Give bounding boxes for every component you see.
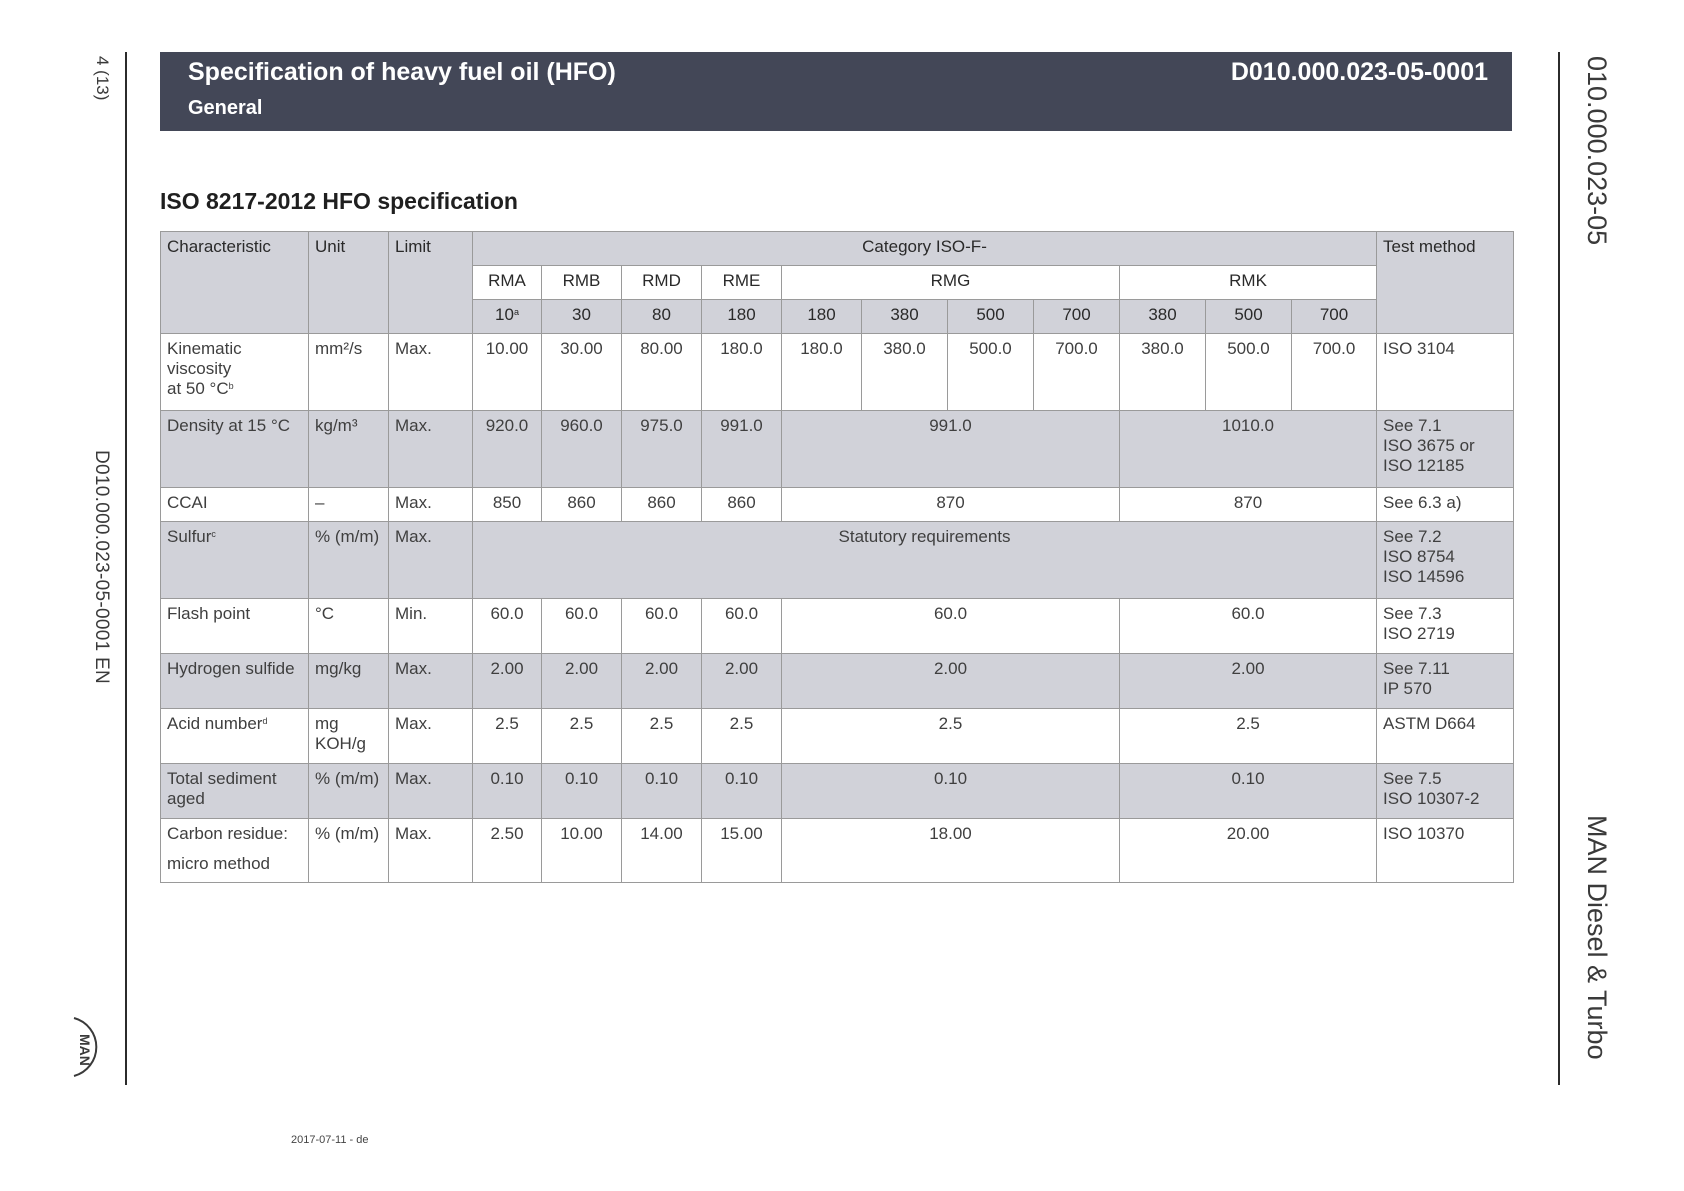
grade-cell: 380 bbox=[862, 300, 948, 334]
col-header-characteristic: Characteristic bbox=[161, 232, 309, 334]
grade-cell: 80 bbox=[622, 300, 702, 334]
value-cell: 0.10 bbox=[702, 764, 782, 819]
header-row bbox=[161, 232, 1514, 266]
grade-cell: 380 bbox=[1120, 300, 1206, 334]
value-cell: 860 bbox=[622, 488, 702, 522]
value-cell: 2.5 bbox=[622, 709, 702, 764]
company-name: MAN Diesel & Turbo bbox=[1582, 815, 1612, 1060]
margin-document-id: D010.000.023-05-0001 EN bbox=[91, 450, 112, 685]
header-document-code: D010.000.023-05-0001 bbox=[1230, 58, 1488, 86]
rmk-value-cell: 60.0 bbox=[1120, 599, 1377, 654]
value-cell: 2.50 bbox=[473, 819, 542, 883]
grade-cell: 500 bbox=[948, 300, 1034, 334]
value-cell: 2.00 bbox=[622, 654, 702, 709]
value-cell: 2.5 bbox=[473, 709, 542, 764]
unit-cell: °C bbox=[309, 599, 389, 654]
value-cell: 60.0 bbox=[622, 599, 702, 654]
characteristic-cell: Total sediment aged bbox=[161, 764, 309, 819]
limit-cell: Max. bbox=[389, 709, 473, 764]
rmg-value-cell: 991.0 bbox=[782, 411, 1120, 488]
rmg-value-cell: 18.00 bbox=[782, 819, 1120, 883]
group-rme: RME bbox=[702, 266, 782, 300]
table-row bbox=[161, 334, 1514, 411]
header-subtitle: General bbox=[188, 97, 263, 119]
right-margin-rule bbox=[1558, 52, 1560, 1085]
page-number: 4 (13) bbox=[93, 56, 112, 101]
rmk-value-cell: 2.5 bbox=[1120, 709, 1377, 764]
grade-cell: 700 bbox=[1292, 300, 1377, 334]
rmk-value-cell: 20.00 bbox=[1120, 819, 1377, 883]
unit-cell: mm²/s bbox=[309, 334, 389, 411]
footnote-marker: a bbox=[513, 307, 519, 317]
test-method-cell: See 7.5 ISO 10307-2 bbox=[1377, 764, 1514, 819]
value-cell: 15.00 bbox=[702, 819, 782, 883]
table-row bbox=[161, 654, 1514, 709]
unit-cell: mg KOH/g bbox=[309, 709, 389, 764]
man-logo-icon bbox=[70, 1014, 108, 1080]
unit-cell: kg/m³ bbox=[309, 411, 389, 488]
rmk-value-cell: 0.10 bbox=[1120, 764, 1377, 819]
value-cell: 380.0 bbox=[1120, 334, 1206, 411]
characteristic-cell: CCAI bbox=[161, 488, 309, 522]
table-row bbox=[161, 522, 1514, 599]
rmg-value-cell: 2.00 bbox=[782, 654, 1120, 709]
value-cell: 2.00 bbox=[702, 654, 782, 709]
value-cell: 700.0 bbox=[1292, 334, 1377, 411]
limit-cell: Max. bbox=[389, 488, 473, 522]
value-cell: 0.10 bbox=[542, 764, 622, 819]
unit-cell: % (m/m) bbox=[309, 522, 389, 599]
limit-cell: Max. bbox=[389, 819, 473, 883]
value-cell: 60.0 bbox=[702, 599, 782, 654]
grade-cell: 180 bbox=[782, 300, 862, 334]
value-cell: 991.0 bbox=[702, 411, 782, 488]
limit-cell: Max. bbox=[389, 764, 473, 819]
limit-cell: Max. bbox=[389, 654, 473, 709]
test-method-cell: See 7.3 ISO 2719 bbox=[1377, 599, 1514, 654]
rmg-value-cell: 60.0 bbox=[782, 599, 1120, 654]
rmk-value-cell: 2.00 bbox=[1120, 654, 1377, 709]
characteristic-cell: Acid number$^d$ bbox=[161, 709, 309, 764]
value-cell: 380.0 bbox=[862, 334, 948, 411]
limit-cell: Max. bbox=[389, 411, 473, 488]
test-method-cell: See 7.11 IP 570 bbox=[1377, 654, 1514, 709]
grade-cell: 10$^a$ bbox=[473, 300, 542, 334]
statutory-cell: Statutory requirements bbox=[473, 522, 1377, 599]
value-cell: 14.00 bbox=[622, 819, 702, 883]
value-cell: 920.0 bbox=[473, 411, 542, 488]
test-method-cell: ISO 10370 bbox=[1377, 819, 1514, 883]
table-row bbox=[161, 764, 1514, 819]
characteristic-cell: Kinematic viscosity at 50 $^\circ C^b$ bbox=[161, 334, 309, 411]
value-cell: 80.00 bbox=[622, 334, 702, 411]
value-cell: 180.0 bbox=[782, 334, 862, 411]
value-cell: 500.0 bbox=[948, 334, 1034, 411]
col-header-limit: Limit bbox=[389, 232, 473, 334]
col-header-category: Category ISO-F- bbox=[473, 232, 1377, 266]
margin-document-group: 010.000.023-05 bbox=[1582, 56, 1612, 246]
characteristic-cell: Hydrogen sulfide bbox=[161, 654, 309, 709]
unit-cell: – bbox=[309, 488, 389, 522]
hfo-spec-table bbox=[160, 231, 1514, 883]
value-cell: 960.0 bbox=[542, 411, 622, 488]
rmk-value-cell: 1010.0 bbox=[1120, 411, 1377, 488]
logo-text: MAN bbox=[77, 1034, 93, 1066]
value-cell: 2.5 bbox=[542, 709, 622, 764]
table-row bbox=[161, 488, 1514, 522]
group-rmb: RMB bbox=[542, 266, 622, 300]
value-cell: 10.00 bbox=[542, 819, 622, 883]
test-method-cell: See 7.1 ISO 3675 or ISO 12185 bbox=[1377, 411, 1514, 488]
value-cell: 0.10 bbox=[622, 764, 702, 819]
header-title: Specification of heavy fuel oil (HFO) bbox=[188, 58, 616, 86]
man-logo bbox=[70, 1014, 108, 1080]
characteristic-cell: Carbon residue: micro method bbox=[161, 819, 309, 883]
group-rma: RMA bbox=[473, 266, 542, 300]
table-row bbox=[161, 819, 1514, 883]
group-rmg: RMG bbox=[782, 266, 1120, 300]
value-cell: 860 bbox=[542, 488, 622, 522]
value-cell: 700.0 bbox=[1034, 334, 1120, 411]
rmg-value-cell: 870 bbox=[782, 488, 1120, 522]
left-margin-rule bbox=[125, 52, 127, 1085]
limit-cell: Min. bbox=[389, 599, 473, 654]
table-row bbox=[161, 709, 1514, 764]
characteristic-cell: Density at 15 °C bbox=[161, 411, 309, 488]
value-cell: 30.00 bbox=[542, 334, 622, 411]
characteristic-cell: Flash point bbox=[161, 599, 309, 654]
table-row bbox=[161, 599, 1514, 654]
value-cell: 2.00 bbox=[542, 654, 622, 709]
test-method-cell: ISO 3104 bbox=[1377, 334, 1514, 411]
unit-cell: % (m/m) bbox=[309, 764, 389, 819]
group-rmk: RMK bbox=[1120, 266, 1377, 300]
rmg-value-cell: 2.5 bbox=[782, 709, 1120, 764]
value-cell: 0.10 bbox=[473, 764, 542, 819]
value-cell: 975.0 bbox=[622, 411, 702, 488]
value-cell: 2.5 bbox=[702, 709, 782, 764]
limit-cell: Max. bbox=[389, 334, 473, 411]
grade-cell: 180 bbox=[702, 300, 782, 334]
value-cell: 60.0 bbox=[542, 599, 622, 654]
value-cell: 500.0 bbox=[1206, 334, 1292, 411]
grade-cell: 700 bbox=[1034, 300, 1120, 334]
col-header-test-method: Test method bbox=[1377, 232, 1514, 334]
grade-cell: 500 bbox=[1206, 300, 1292, 334]
unit-cell: mg/kg bbox=[309, 654, 389, 709]
value-cell: 180.0 bbox=[702, 334, 782, 411]
col-header-unit: Unit bbox=[309, 232, 389, 334]
test-method-cell: See 6.3 a) bbox=[1377, 488, 1514, 522]
value-cell: 60.0 bbox=[473, 599, 542, 654]
value-cell: 850 bbox=[473, 488, 542, 522]
rmg-value-cell: 0.10 bbox=[782, 764, 1120, 819]
value-cell: 860 bbox=[702, 488, 782, 522]
test-method-cell: ASTM D664 bbox=[1377, 709, 1514, 764]
value-cell: 2.00 bbox=[473, 654, 542, 709]
unit-cell: % (m/m) bbox=[309, 819, 389, 883]
test-method-cell: See 7.2 ISO 8754 ISO 14596 bbox=[1377, 522, 1514, 599]
print-date: 2017-07-11 - de bbox=[291, 1134, 369, 1146]
rmk-value-cell: 870 bbox=[1120, 488, 1377, 522]
table-row bbox=[161, 411, 1514, 488]
grade-cell: 30 bbox=[542, 300, 622, 334]
section-title: ISO 8217-2012 HFO specification bbox=[160, 188, 518, 214]
limit-cell: Max. bbox=[389, 522, 473, 599]
group-rmd: RMD bbox=[622, 266, 702, 300]
value-cell: 10.00 bbox=[473, 334, 542, 411]
header-band bbox=[160, 52, 1512, 131]
characteristic-cell: Sulfur$^c$ bbox=[161, 522, 309, 599]
